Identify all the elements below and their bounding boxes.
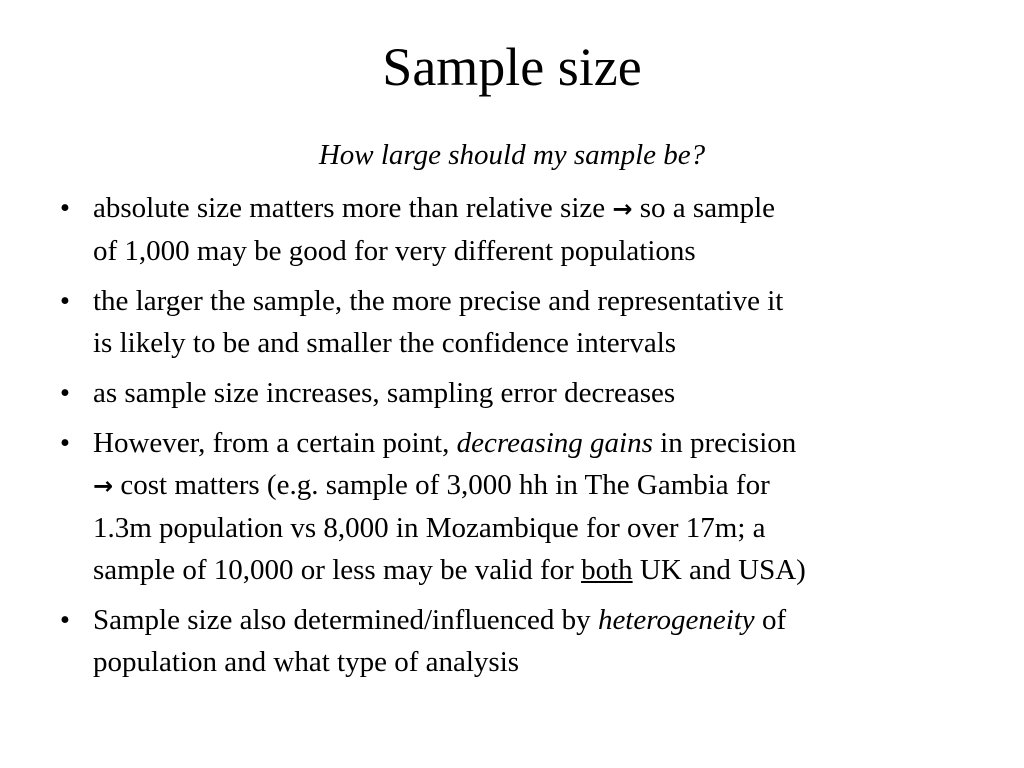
arrow-right-icon: → — [612, 195, 633, 223]
bullet-1-text-a: absolute size matters more than relative size — [93, 192, 606, 224]
bullet-5-text-a: Sample size also determined/influenced by — [93, 604, 598, 636]
bullet-4-text-d: 1.3m population vs 8,000 in Mozambique for over 17m; a — [93, 512, 766, 544]
slide-title: Sample size — [382, 37, 642, 97]
bullet-icon: • — [59, 604, 71, 636]
bullet-item-4 — [0, 422, 1024, 591]
bullet-1-text-c: of 1,000 may be good for very different populations — [93, 235, 696, 267]
bullet-5-emphasis: heterogeneity — [597, 604, 755, 636]
slide-subtitle: How large should my sample be? — [318, 139, 706, 171]
bullet-item-1 — [0, 187, 1024, 272]
bullet-4-text-e: sample of 10,000 or less may be valid for — [93, 554, 582, 586]
bullet-5-text-b: of — [754, 604, 787, 636]
arrow-right-icon: → — [93, 472, 114, 500]
bullet-icon: • — [59, 192, 71, 224]
bullet-2-text-b: is likely to be and smaller the confidence intervals — [93, 327, 677, 359]
bullet-4-text-f: UK and USA) — [632, 554, 806, 586]
bullet-item-2 — [0, 280, 1024, 364]
bullet-4-text-b: in precision — [652, 427, 797, 459]
bullet-4-underline: both — [581, 554, 633, 586]
bullet-2-text-a: the larger the sample, the more precise and representative it — [93, 285, 784, 317]
bullet-4-text-c: cost matters (e.g. sample of 3,000 hh in The Gambia for — [113, 469, 770, 501]
bullet-list — [0, 187, 1024, 691]
bullet-icon: • — [59, 377, 71, 409]
bullet-icon: • — [59, 427, 71, 459]
bullet-5-text-c: population and what type of analysis — [93, 646, 520, 678]
bullet-item-5 — [0, 599, 1024, 683]
bullet-3-text: as sample size increases, sampling error decreases — [93, 377, 676, 409]
bullet-4-emphasis: decreasing gains — [456, 427, 653, 459]
bullet-1-text-b: so a sample — [632, 192, 776, 224]
bullet-4-text-a: However, from a certain point, — [93, 427, 457, 459]
bullet-icon: • — [59, 285, 71, 317]
bullet-item-3 — [0, 372, 1024, 414]
